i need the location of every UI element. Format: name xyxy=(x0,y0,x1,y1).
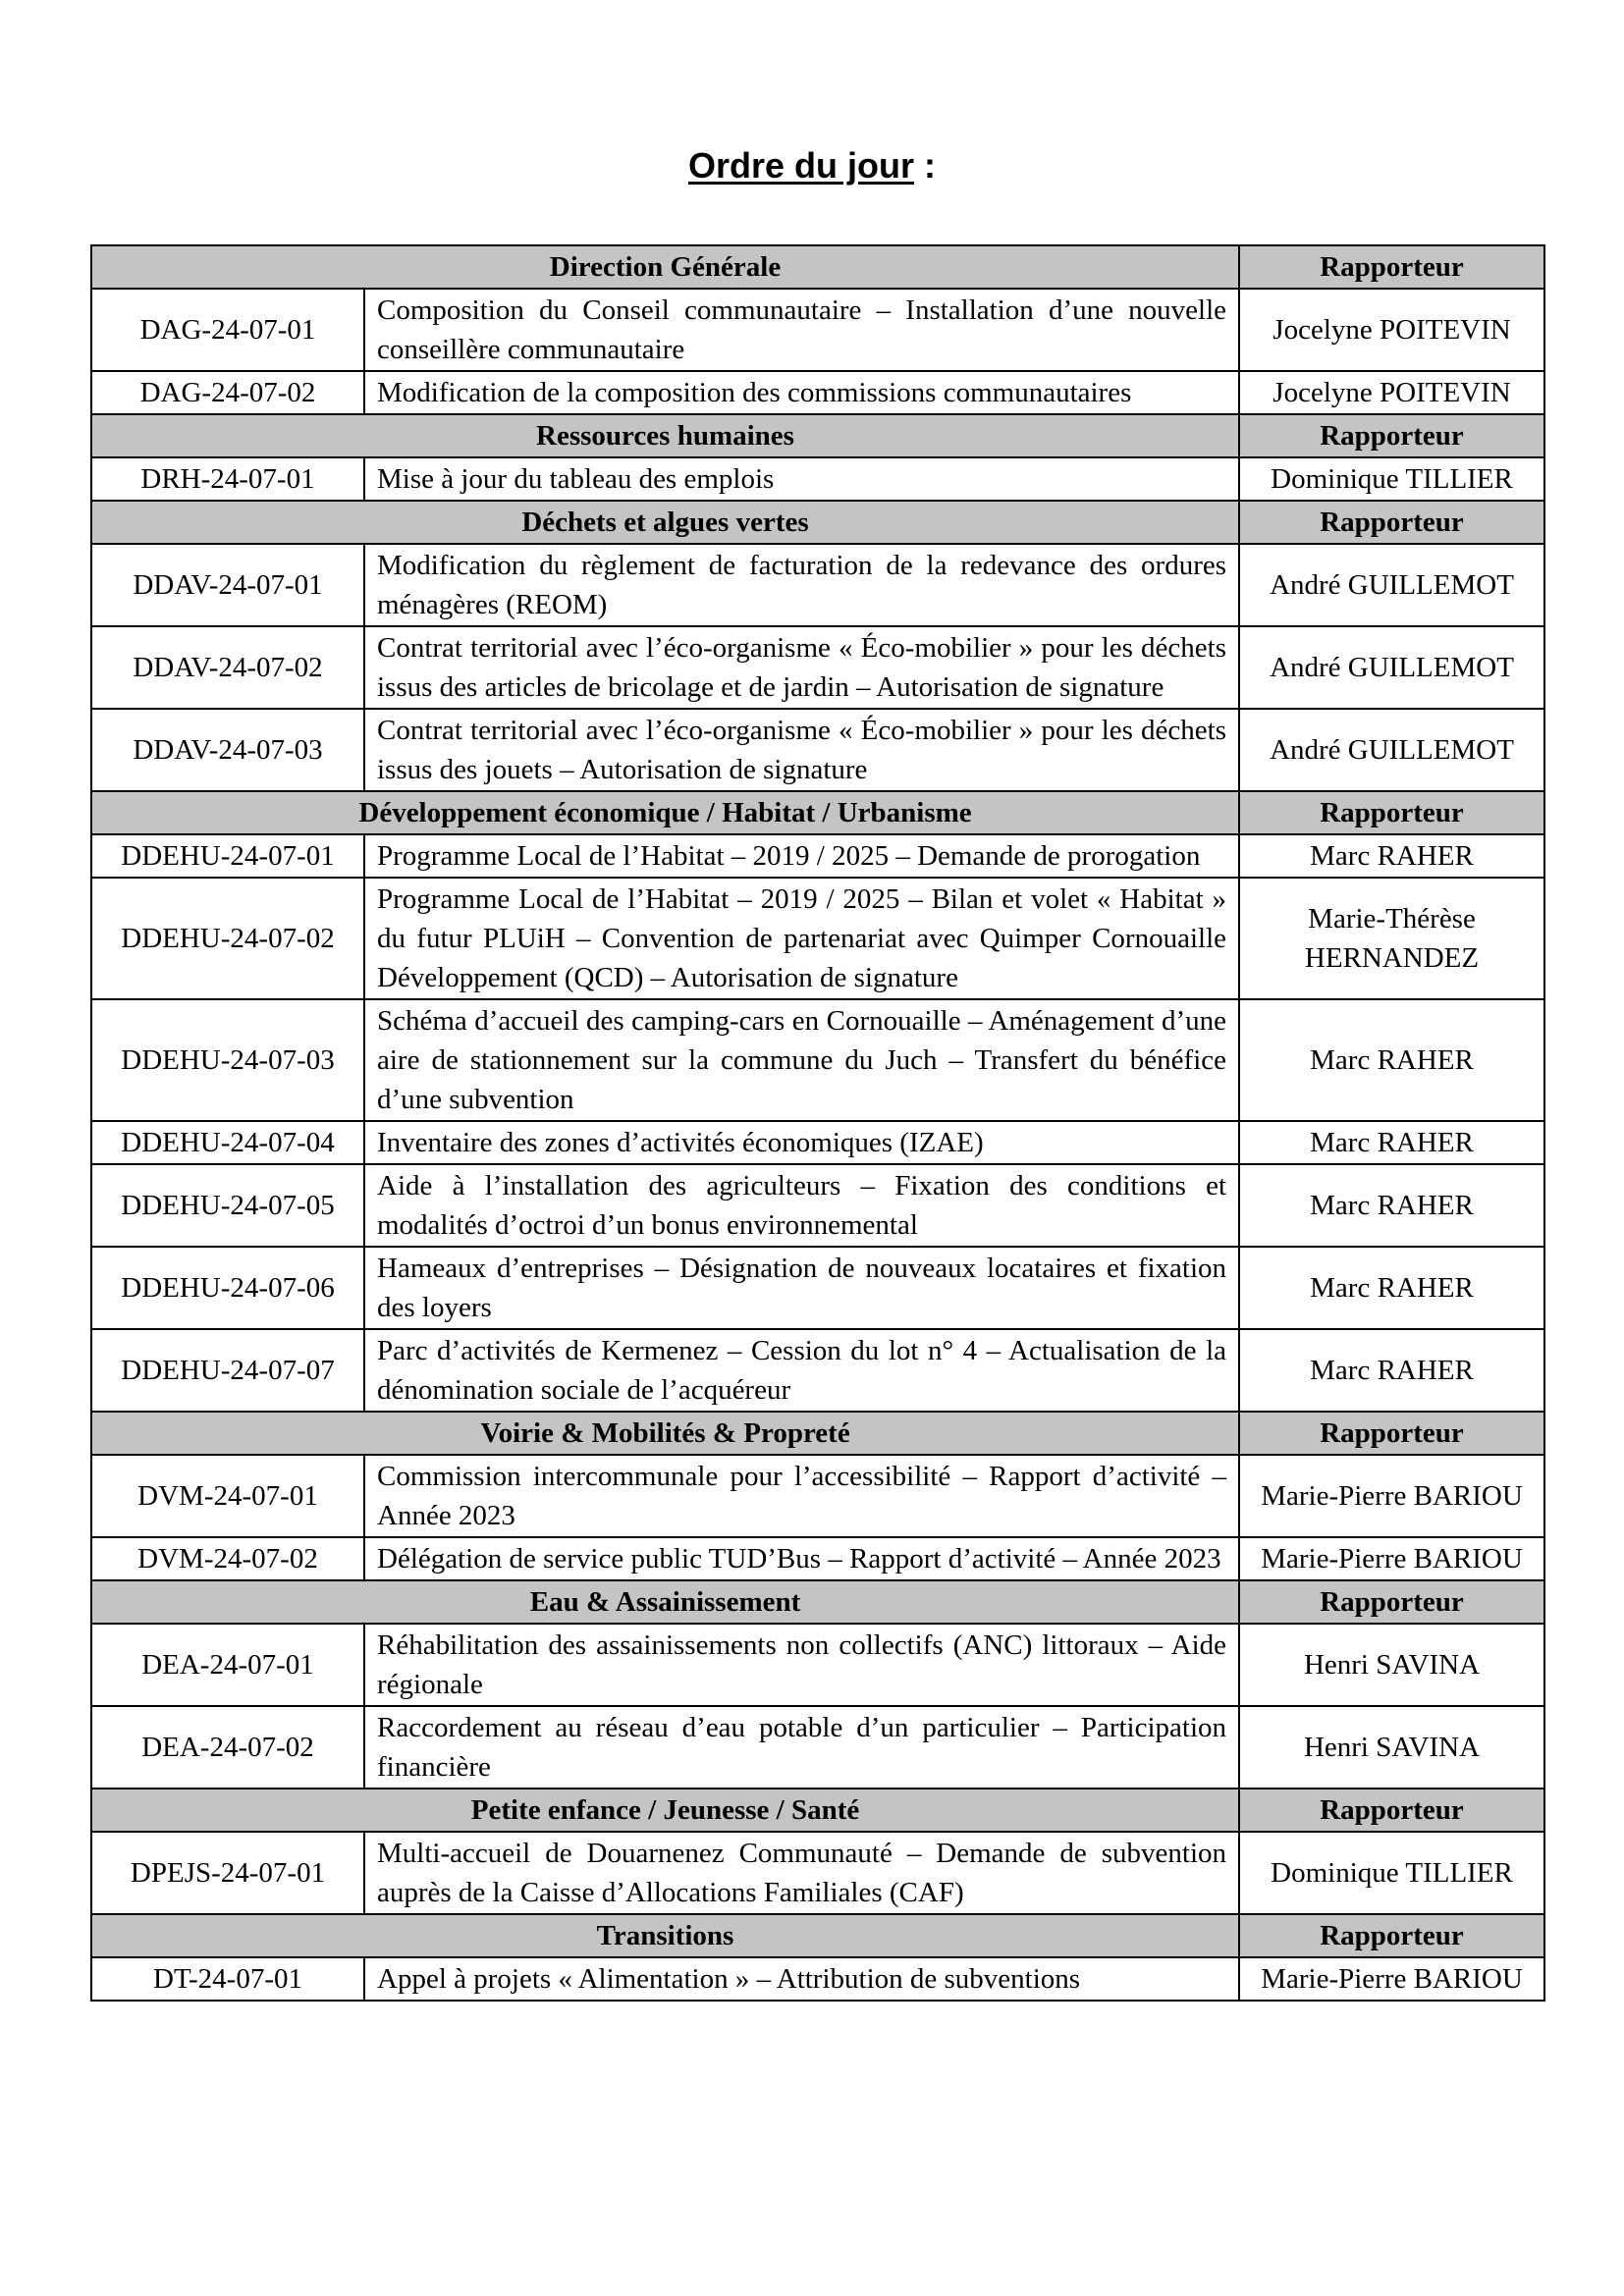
item-subject: Modification du règlement de facturation de la redevance des ordures ménagères (REOM) xyxy=(364,544,1239,626)
section-header-row xyxy=(91,1914,1544,1957)
item-subject: Contrat territorial avec l’éco-organisme « Éco-mobilier » pour les déchets issus des jouets – Autorisation de signature xyxy=(364,709,1239,791)
item-code: DDEHU-24-07-05 xyxy=(91,1164,364,1247)
item-subject: Programme Local de l’Habitat – 2019 / 2025 – Bilan et volet « Habitat » du futur PLUiH – Convention de partenariat avec Quimper Cornouaille Développement (QCD) – Autorisation de signature xyxy=(364,878,1239,999)
item-subject: Hameaux d’entreprises – Désignation de nouveaux locataires et fixation des loyers xyxy=(364,1247,1239,1329)
item-rapporteur: Henri SAVINA xyxy=(1239,1706,1544,1789)
title-text: Ordre du jour xyxy=(687,145,914,186)
item-code: DEA-24-07-01 xyxy=(91,1624,364,1706)
agenda-item-row xyxy=(91,457,1544,501)
page-title xyxy=(0,145,1624,187)
item-code: DDEHU-24-07-06 xyxy=(91,1247,364,1329)
rapporteur-header: Rapporteur xyxy=(1239,245,1544,289)
rapporteur-header: Rapporteur xyxy=(1239,1580,1544,1624)
rapporteur-header: Rapporteur xyxy=(1239,1412,1544,1455)
item-code: DAG-24-07-01 xyxy=(91,289,364,371)
item-subject: Inventaire des zones d’activités économiques (IZAE) xyxy=(364,1121,1239,1164)
item-rapporteur: Marc RAHER xyxy=(1239,1164,1544,1247)
item-rapporteur: Dominique TILLIER xyxy=(1239,1832,1544,1914)
agenda-item-row xyxy=(91,1247,1544,1329)
item-subject: Multi-accueil de Douarnenez Communauté – Demande de subvention auprès de la Caisse d’Allocations Familiales (CAF) xyxy=(364,1832,1239,1914)
item-subject: Raccordement au réseau d’eau potable d’un particulier – Participation financière xyxy=(364,1706,1239,1789)
item-code: DDEHU-24-07-01 xyxy=(91,834,364,878)
agenda-item-row xyxy=(91,1624,1544,1706)
item-code: DVM-24-07-02 xyxy=(91,1537,364,1580)
section-header-row xyxy=(91,414,1544,457)
item-rapporteur: Marie-Pierre BARIOU xyxy=(1239,1455,1544,1537)
item-subject: Aide à l’installation des agriculteurs – Fixation des conditions et modalités d’octroi d’un bonus environnemental xyxy=(364,1164,1239,1247)
title-suffix: : xyxy=(914,145,936,186)
agenda-item-row xyxy=(91,1455,1544,1537)
item-rapporteur: Jocelyne POITEVIN xyxy=(1239,371,1544,414)
agenda-item-row xyxy=(91,1832,1544,1914)
section-title: Développement économique / Habitat / Urbanisme xyxy=(91,791,1239,834)
item-subject: Contrat territorial avec l’éco-organisme « Éco-mobilier » pour les déchets issus des articles de bricolage et de jardin – Autorisation de signature xyxy=(364,626,1239,709)
item-rapporteur: Marie-Pierre BARIOU xyxy=(1239,1957,1544,2001)
section-title: Petite enfance / Jeunesse / Santé xyxy=(91,1789,1239,1832)
item-code: DDAV-24-07-01 xyxy=(91,544,364,626)
item-subject: Appel à projets « Alimentation » – Attribution de subventions xyxy=(364,1957,1239,2001)
rapporteur-header: Rapporteur xyxy=(1239,501,1544,544)
rapporteur-header: Rapporteur xyxy=(1239,1789,1544,1832)
section-header-row xyxy=(91,791,1544,834)
section-title: Déchets et algues vertes xyxy=(91,501,1239,544)
rapporteur-header: Rapporteur xyxy=(1239,791,1544,834)
agenda-item-row xyxy=(91,878,1544,999)
item-subject: Réhabilitation des assainissements non collectifs (ANC) littoraux – Aide régionale xyxy=(364,1624,1239,1706)
agenda-item-row xyxy=(91,999,1544,1121)
section-header-row xyxy=(91,1412,1544,1455)
item-code: DDAV-24-07-03 xyxy=(91,709,364,791)
section-title: Eau & Assainissement xyxy=(91,1580,1239,1624)
item-subject: Parc d’activités de Kermenez – Cession du lot n° 4 – Actualisation de la dénomination sociale de l’acquéreur xyxy=(364,1329,1239,1412)
section-title: Voirie & Mobilités & Propreté xyxy=(91,1412,1239,1455)
item-code: DT-24-07-01 xyxy=(91,1957,364,2001)
item-rapporteur: André GUILLEMOT xyxy=(1239,544,1544,626)
section-header-row xyxy=(91,1789,1544,1832)
agenda-item-row xyxy=(91,709,1544,791)
item-rapporteur: Marie-Pierre BARIOU xyxy=(1239,1537,1544,1580)
item-rapporteur: Marie-Thérèse HERNANDEZ xyxy=(1239,878,1544,999)
agenda-item-row xyxy=(91,371,1544,414)
item-code: DDEHU-24-07-04 xyxy=(91,1121,364,1164)
item-subject: Schéma d’accueil des camping-cars en Cornouaille – Aménagement d’une aire de stationnement sur la commune du Juch – Transfert du bénéfice d’une subvention xyxy=(364,999,1239,1121)
item-code: DEA-24-07-02 xyxy=(91,1706,364,1789)
agenda-item-row xyxy=(91,1957,1544,2001)
section-title: Direction Générale xyxy=(91,245,1239,289)
item-rapporteur: Marc RAHER xyxy=(1239,1247,1544,1329)
agenda-item-row xyxy=(91,544,1544,626)
item-rapporteur: André GUILLEMOT xyxy=(1239,626,1544,709)
agenda-item-row xyxy=(91,1329,1544,1412)
item-rapporteur: Dominique TILLIER xyxy=(1239,457,1544,501)
rapporteur-header: Rapporteur xyxy=(1239,1914,1544,1957)
agenda-body xyxy=(91,245,1544,2001)
item-rapporteur: Jocelyne POITEVIN xyxy=(1239,289,1544,371)
section-title: Transitions xyxy=(91,1914,1239,1957)
item-code: DDEHU-24-07-03 xyxy=(91,999,364,1121)
agenda-item-row xyxy=(91,1537,1544,1580)
agenda-item-row xyxy=(91,289,1544,371)
item-code: DVM-24-07-01 xyxy=(91,1455,364,1537)
agenda-item-row xyxy=(91,1706,1544,1789)
item-rapporteur: Marc RAHER xyxy=(1239,1329,1544,1412)
section-header-row xyxy=(91,1580,1544,1624)
item-subject: Composition du Conseil communautaire – Installation d’une nouvelle conseillère communautaire xyxy=(364,289,1239,371)
item-subject: Délégation de service public TUD’Bus – Rapport d’activité – Année 2023 xyxy=(364,1537,1239,1580)
agenda-table xyxy=(90,244,1545,2002)
item-rapporteur: Henri SAVINA xyxy=(1239,1624,1544,1706)
rapporteur-header: Rapporteur xyxy=(1239,414,1544,457)
agenda-item-row xyxy=(91,626,1544,709)
item-subject: Mise à jour du tableau des emplois xyxy=(364,457,1239,501)
item-rapporteur: André GUILLEMOT xyxy=(1239,709,1544,791)
item-code: DDEHU-24-07-07 xyxy=(91,1329,364,1412)
section-header-row xyxy=(91,245,1544,289)
item-code: DDEHU-24-07-02 xyxy=(91,878,364,999)
agenda-item-row xyxy=(91,1121,1544,1164)
item-rapporteur: Marc RAHER xyxy=(1239,1121,1544,1164)
section-title: Ressources humaines xyxy=(91,414,1239,457)
item-code: DRH-24-07-01 xyxy=(91,457,364,501)
agenda-item-row xyxy=(91,834,1544,878)
item-rapporteur: Marc RAHER xyxy=(1239,999,1544,1121)
agenda-item-row xyxy=(91,1164,1544,1247)
item-code: DDAV-24-07-02 xyxy=(91,626,364,709)
item-subject: Commission intercommunale pour l’accessibilité – Rapport d’activité – Année 2023 xyxy=(364,1455,1239,1537)
item-subject: Programme Local de l’Habitat – 2019 / 2025 – Demande de prorogation xyxy=(364,834,1239,878)
section-header-row xyxy=(91,501,1544,544)
item-subject: Modification de la composition des commissions communautaires xyxy=(364,371,1239,414)
item-rapporteur: Marc RAHER xyxy=(1239,834,1544,878)
item-code: DPEJS-24-07-01 xyxy=(91,1832,364,1914)
item-code: DAG-24-07-02 xyxy=(91,371,364,414)
